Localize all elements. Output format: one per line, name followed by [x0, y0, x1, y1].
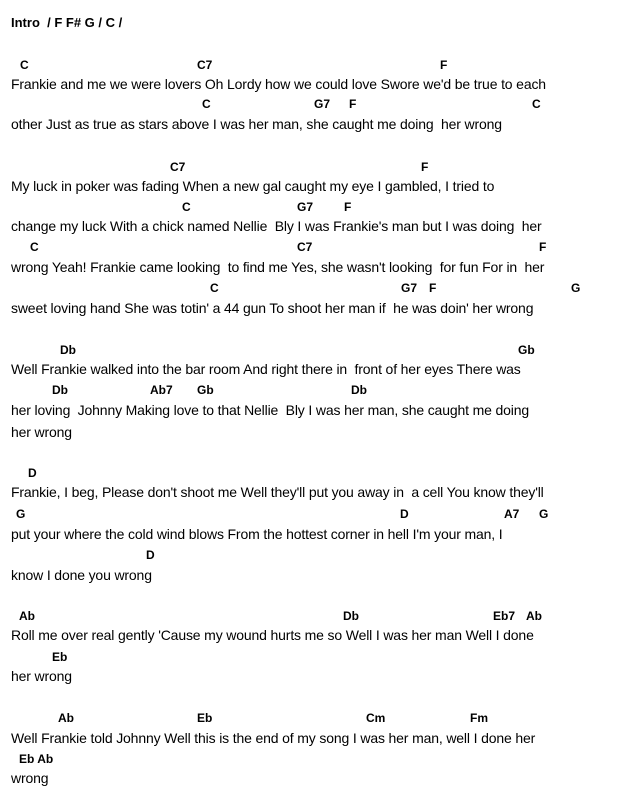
lyric-line: her loving Johnny Making love to that Nellie Bly I was her man, she caught me doing — [11, 402, 529, 418]
lyric-line: wrong — [11, 770, 49, 786]
chord: Ab — [58, 711, 74, 725]
lyric-line: Well Frankie told Johnny Well this is the end of my song I was her man, well I done her — [11, 730, 536, 746]
chord: C — [202, 97, 211, 111]
chord: F — [349, 97, 357, 111]
chord: Eb — [197, 711, 213, 725]
chord: C — [532, 97, 541, 111]
lyric-line: sweet loving hand She was totin' a 44 gun To shoot her man if he was doin' her wrong — [11, 300, 534, 316]
chord: Ab7 — [150, 383, 173, 397]
lyric-line: Frankie and me we were lovers Oh Lordy how we could love Swore we'd be true to each — [11, 76, 546, 92]
chord: Db — [52, 383, 68, 397]
chord: F — [344, 200, 352, 214]
lyric-line: My luck in poker was fading When a new gal caught my eye I gambled, I tried to — [11, 178, 495, 194]
lyric-line: her wrong — [11, 424, 72, 440]
chord: D — [28, 466, 37, 480]
chord: Gb — [197, 383, 214, 397]
chord: Ab — [19, 609, 35, 623]
chord: Db — [343, 609, 359, 623]
chord: Cm — [366, 711, 386, 725]
chord: G7 — [297, 200, 314, 214]
chord: F — [429, 281, 437, 295]
lyric-line: Frankie, I beg, Please don't shoot me Well they'll put you away in a cell You know they'll — [11, 484, 544, 500]
lyric-line: Well Frankie walked into the bar room And right there in front of her eyes There was — [11, 361, 521, 377]
lyric-line: her wrong — [11, 668, 72, 684]
chord: C — [20, 58, 29, 72]
chord: D — [400, 507, 409, 521]
lyric-line: Roll me over real gently 'Cause my wound hurts me so Well I was her man Well I done — [11, 627, 534, 643]
chord: A7 — [504, 507, 520, 521]
chord: F — [440, 58, 448, 72]
chord: Eb Ab — [19, 752, 54, 766]
chord: F — [539, 240, 547, 254]
lyric-line: wrong Yeah! Frankie came looking to find me Yes, she wasn't looking for fun For in her — [11, 259, 545, 275]
lyric-line: put your where the cold wind blows From the hottest corner in hell I'm your man, I — [11, 526, 503, 542]
chord: C7 — [297, 240, 313, 254]
chord: C — [182, 200, 191, 214]
chord: Eb — [52, 650, 68, 664]
chord: D — [146, 548, 155, 562]
chord: Ab — [526, 609, 542, 623]
lyric-line: change my luck With a chick named Nellie Bly I was Frankie's man but I was doing her — [11, 218, 542, 234]
chord: G — [539, 507, 549, 521]
chord: C — [210, 281, 219, 295]
intro-line: Intro / F F# G / C / — [11, 15, 123, 30]
chord: C7 — [170, 160, 186, 174]
chord: C7 — [197, 58, 213, 72]
chord: C — [30, 240, 39, 254]
chord: G7 — [314, 97, 331, 111]
chord: Db — [351, 383, 367, 397]
chord: Eb7 — [493, 609, 516, 623]
chord: Db — [60, 343, 76, 357]
chord: G — [571, 281, 581, 295]
lyric-line: other Just as true as stars above I was her man, she caught me doing her wrong — [11, 116, 502, 132]
chord: F — [421, 160, 429, 174]
chord: G7 — [401, 281, 418, 295]
chord: Gb — [518, 343, 535, 357]
chord: Fm — [470, 711, 488, 725]
lyric-line: know I done you wrong — [11, 567, 152, 583]
chord: G — [16, 507, 26, 521]
